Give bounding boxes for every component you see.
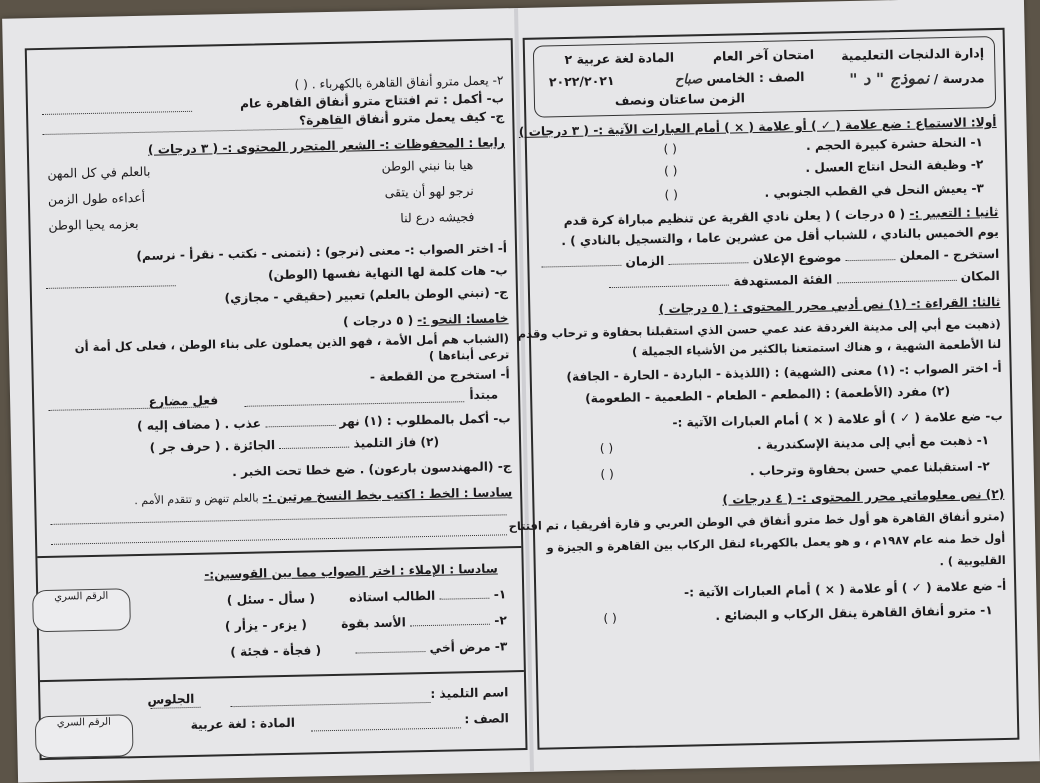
secret-number-label: الرقم السري: [54, 590, 109, 603]
header-grade-hand: صباح: [674, 72, 703, 88]
section5-score: ( ٥ درجات ): [342, 313, 414, 329]
dictation-text: مرض أخي: [429, 639, 491, 655]
answer-line: [837, 280, 957, 284]
header-subject: المادة لغة عربية ٢: [564, 49, 675, 68]
q5-b-hint: عذب . ( مضاف إليه ): [136, 416, 262, 434]
answer-line: [669, 262, 749, 265]
header-year: ٢٠٢٢/٢٠٢١: [548, 72, 615, 90]
answer-line: [609, 285, 729, 289]
divider: [40, 670, 524, 682]
time-label: الزمان: [625, 253, 665, 269]
section1-title: أولا: الاستماع : ضع علامة ( ✓ ) أو علامة ( × ) أمام العبارات الآتية :- ( ٣ درجات ): [518, 114, 997, 139]
listening-item-3: ٣- يعيش النحل في القطب الجنوبي .: [764, 181, 985, 200]
section4-title: رابعا : المحفوظات :- الشعر المتحرر المحتوى :- ( ٣ درجات ): [147, 135, 505, 157]
listening-item-1: ١- النحلة حشرة كبيرة الحجم .: [805, 135, 984, 153]
dictation-text: الأسد بقوة: [340, 615, 406, 631]
answer-paren: ( ): [603, 611, 617, 626]
q5-c: ج- (المهندسون بارعون) . ضع خطا تحت الخبر .: [232, 459, 512, 480]
answer-line: [410, 624, 490, 627]
info-text-1: (مترو أنفاق القاهرة هو أول خط مترو أنفاق في الوطن العربي و قارة أفريقيا ، تم افتتاح: [508, 508, 1005, 534]
q5-b2-hint: الجائزة . ( حرف جر ): [149, 438, 276, 455]
reading-tf-2: ٢- استقبلنا عمي حسن بحفاوة وترحاب .: [749, 459, 990, 479]
dictation-choices: ( فجأة - فجئة ): [230, 643, 322, 660]
reading-q-a1: أ- اختر الصواب :- (١) معنى (الشهية) : (اللذيذة - الباردة - الحارة - الجافة): [566, 360, 1002, 385]
answer-line: [265, 425, 335, 427]
place-line: [538, 268, 1000, 294]
header-time: الزمن ساعتان ونصف: [614, 90, 746, 108]
info-q-a: أ- ضع علامة ( ✓ ) أو علامة ( × ) أمام العبارات الآتية :-: [683, 578, 1007, 600]
section2-text2: يوم الخميس بالنادي ، للشباب أقل من عشرين عاما ، والتسجيل بالنادي ) .: [561, 224, 999, 249]
header-grade: [675, 69, 805, 88]
info-text-3: القليوبية ) .: [939, 552, 1006, 569]
reading-q-a2: (٢) مفرد (الأطعمة) : (المطعم - الطعام - الطعمية - الطعومة): [584, 384, 951, 406]
poem-line-1-right: هيا بنا نبني الوطن: [381, 156, 474, 174]
section3b-title: (٢) نص معلوماتي محرر المحتوى :- ( ٤ درجات ): [722, 486, 1005, 507]
poem-line-3-left: بعزمه يحيا الوطن: [48, 215, 139, 233]
place-label: المكان: [960, 268, 1000, 284]
dictation-title: سادسا : الإملاء : اختر الصواب مما بين القوسين:-: [204, 561, 498, 582]
poem-line-3-right: فجيشه درع لنا: [400, 208, 475, 226]
header-exam: امتحان آخر العام: [712, 46, 815, 64]
q5-b2: [43, 434, 439, 458]
answer-paren: ( ): [663, 163, 678, 178]
q4-b: ب- هات كلمة لها النهاية نفسها (الوطن): [267, 263, 508, 283]
section6-sentence: بالعلم تنهض و تتقدم الأمم .: [134, 491, 259, 508]
extract-line: [537, 246, 999, 272]
reading-tf-1: ١- ذهبت مع أبي إلى مدينة الإسكندرية .: [756, 433, 990, 453]
header-admin: إدارة الدلنجات التعليمية: [840, 45, 985, 64]
secret-number-label: الرقم السري: [56, 716, 112, 729]
header-school-label: مدرسة /: [933, 70, 985, 87]
answer-paren: ( ): [663, 141, 678, 156]
section5-extract: أ- استخرج من القطعة -: [369, 367, 510, 385]
reading-q-b: ب- ضع علامة ( ✓ ) أو علامة ( × ) أمام العبارات الآتية :-: [672, 408, 1003, 430]
left-page: [25, 38, 528, 760]
fil-mudari-label: فعل مضارع: [148, 393, 219, 409]
answer-paren: ( ): [600, 467, 614, 482]
exam-header: [533, 36, 996, 118]
secret-number-box-1: [32, 588, 131, 632]
q5-b2-text: (٢) فاز التلميذ: [353, 434, 440, 451]
answer-line: [279, 447, 349, 449]
answer-paren: ( ): [294, 77, 309, 92]
dictation-choices: ( يزءر - يزأر ): [224, 617, 308, 634]
section3-title: ثالثا: القراءة :- (١) نص أدبي محرر المحتوى : ( ٥ درجات ): [658, 294, 1001, 317]
divider: [37, 546, 521, 558]
answer-line: [846, 259, 896, 261]
exam-sheet: [2, 0, 1040, 783]
q4-c: ج- (نبني الوطن بالعلم) تعبير (حقيقي - مجازي): [224, 285, 509, 306]
section6-line: [44, 484, 512, 511]
q-metro-2-text: ٢- يعمل مترو أنفاق القاهرة بالكهرباء .: [311, 73, 504, 92]
answer-line: [541, 265, 621, 268]
extract-label: استخرج - المعلن: [899, 246, 1000, 264]
dictation-item-3: [47, 638, 507, 664]
q4-a: أ- اختر الصواب :- معنى (نرجو) : (نتمنى - نكتب - نقرأ - نرسم): [136, 241, 508, 264]
poem-line-2-right: نرجو لهو أن يتقى: [384, 182, 474, 200]
section5-title: خامسا: النحو :-: [417, 311, 509, 328]
poem-line-2-left: أعداءه طول الزمن: [47, 189, 146, 207]
writing-line: [51, 514, 507, 525]
reading-text-1: (ذهبت مع أبي إلى مدينة الغردقة عند عمي حسن الذي استقبلنا بحفاوة و ترحاب وقدم: [517, 316, 1001, 342]
grade-label: الصف :: [464, 711, 510, 727]
dictation-choices: ( سأل - سئل ): [226, 591, 316, 608]
section2-text: ( يعلن نادي القرية عن تنظيم مباراة كرة قدم: [563, 208, 831, 229]
question-c: ج- كيف يعمل مترو أنفاق القاهرة؟: [298, 109, 505, 128]
section2-score: ( ٥ درجات ): [834, 206, 906, 223]
answer-line: [151, 707, 201, 709]
dictation-num: ١-: [493, 587, 507, 602]
answer-paren: ( ): [664, 187, 679, 202]
dictation-num: ٢-: [494, 613, 507, 628]
answer-line: [440, 598, 490, 600]
header-school-hand: نموذج " د ": [849, 68, 930, 90]
listening-item-2: ٢- وظيفة النحل انتاج العسل .: [805, 157, 984, 175]
dictation-text: الطالب استاذه: [349, 588, 436, 605]
section6-title: سادسا : الخط : اكتب بخط النسخ مرتين :-: [262, 485, 513, 505]
answer-paren: ( ): [599, 441, 614, 456]
info-tf-1: ١- مترو أنفاق القاهرة ينقل الركاب و البضائع .: [715, 603, 993, 623]
complete-b: ب- أكمل : تم افتتاح مترو أنفاق القاهرة عام: [239, 91, 505, 111]
info-text-2: أول خط منه عام ١٩٨٧م ، و هو يعمل بالكهرباء لنقل الركاب بين القاهرة و الجيزة و: [546, 530, 1006, 555]
secret-number-box-2: [35, 714, 134, 758]
ad-topic-label: موضوع الإعلان: [752, 250, 842, 267]
q5-b-text: ب- أكمل بالمطلوب : (١) نهر: [339, 411, 511, 429]
student-name-label: اسم التلميذ :: [430, 685, 509, 701]
dictation-num: ٣-: [494, 639, 508, 654]
header-grade-label: الصف : الخامس: [706, 68, 805, 87]
answer-line: [355, 651, 425, 653]
q5-b: [43, 410, 511, 436]
section2-title: ثانيا : التعبير :-: [909, 204, 999, 221]
section5-quote: (الشباب هم أمل الأمة ، فهو الذين يعملون على بناء الوطن ، فعلى كل أمة أن ترعى أبناءها ): [74, 331, 510, 363]
seat-label: الجلوس: [147, 691, 195, 707]
header-school: [849, 67, 985, 89]
subject-label: المادة : لغة عربية: [190, 715, 296, 732]
reading-text-2: لنا الأطعمة الشهية ، و هناك استمتعنا بالكثير من الأشياء الجميلة ): [631, 336, 1002, 359]
mubtada-label: مبتدأ: [469, 387, 499, 403]
target-label: الفئة المستهدفة: [733, 272, 833, 289]
right-page: [508, 28, 1020, 750]
writing-line: [51, 534, 507, 545]
poem-line-1-left: بالعلم في كل المهن: [47, 163, 151, 181]
